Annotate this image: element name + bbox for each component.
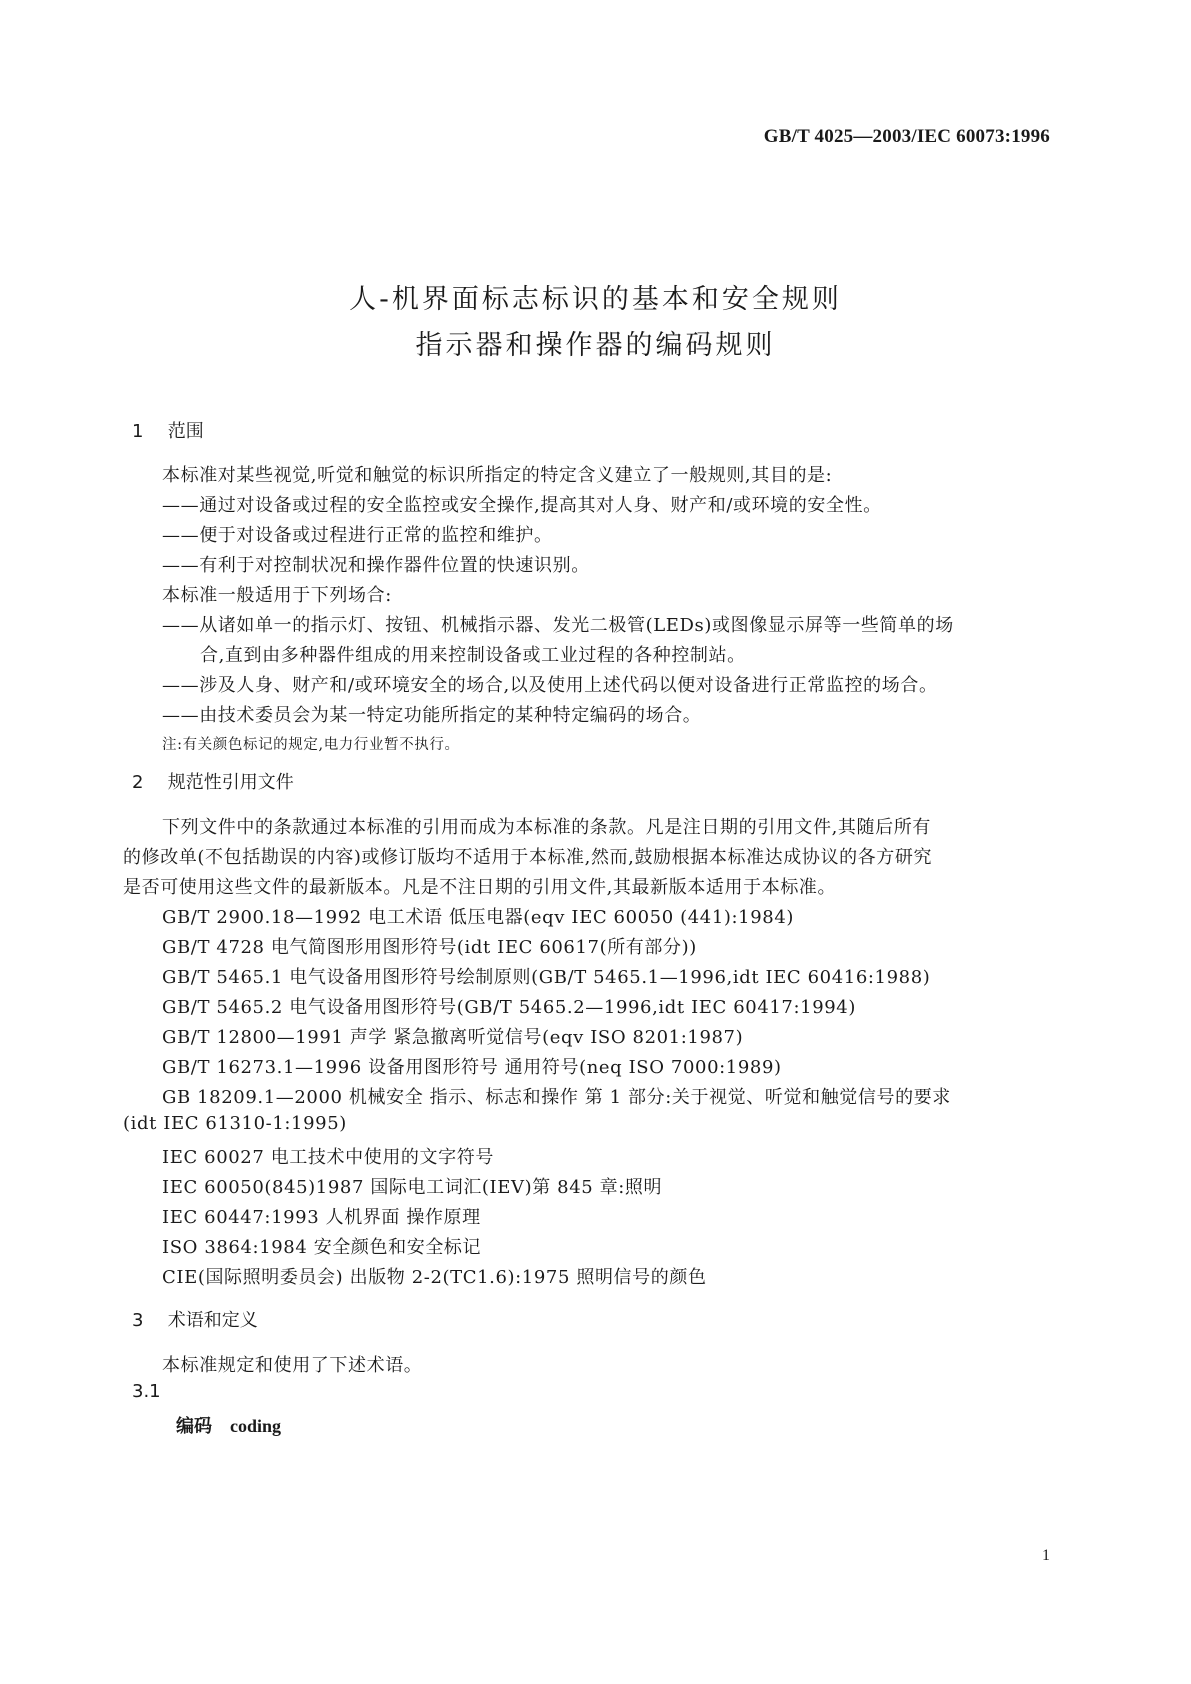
- reference-item-continuation: (idt IEC 61310-1:1995): [123, 1113, 347, 1134]
- section-heading-terms-definitions: [132, 1306, 258, 1332]
- reference-item: GB/T 5465.1 电气设备用图形符号绘制原则(GB/T 5465.1—1996,idt IEC 60416:1988): [162, 967, 931, 988]
- subsection-number: 3.1: [132, 1381, 161, 1402]
- section-number: 2: [132, 772, 144, 793]
- list-item: ——通过对设备或过程的安全监控或安全操作,提高其对人身、财产和/或环境的安全性。: [162, 495, 882, 516]
- section-heading-scope: [132, 417, 204, 443]
- list-item: ——便于对设备或过程进行正常的监控和维护。: [162, 525, 553, 546]
- term-chinese: 编码: [176, 1416, 212, 1437]
- reference-item: GB/T 16273.1—1996 设备用图形符号 通用符号(neq ISO 7000:1989): [162, 1057, 782, 1078]
- paragraph-line: 下列文件中的条款通过本标准的引用而成为本标准的条款。凡是注日期的引用文件,其随后所有: [162, 817, 931, 838]
- list-item: ——由技术委员会为某一特定功能所指定的某种特定编码的场合。: [162, 705, 702, 726]
- reference-item: IEC 60027 电工技术中使用的文字符号: [162, 1147, 494, 1168]
- paragraph-line: 本标准对某些视觉,听觉和触觉的标识所指定的特定含义建立了一般规则,其目的是:: [162, 465, 833, 486]
- reference-item: CIE(国际照明委员会) 出版物 2-2(TC1.6):1975 照明信号的颜色: [162, 1267, 707, 1288]
- list-item: ——从诸如单一的指示灯、按钮、机械指示器、发光二极管(LEDs)或图像显示屏等一些简单的场: [162, 615, 954, 636]
- reference-item: GB/T 5465.2 电气设备用图形符号(GB/T 5465.2—1996,idt IEC 60417:1994): [162, 997, 856, 1018]
- document-title-line1: 人-机界面标志标识的基本和安全规则: [349, 284, 842, 315]
- term-english: coding: [230, 1416, 282, 1436]
- reference-item: GB/T 4728 电气简图形用图形符号(idt IEC 60617(所有部分)): [162, 937, 697, 958]
- standard-code: GB/T 4025—2003/IEC 60073:1996: [763, 126, 1050, 147]
- section-title: 术语和定义: [167, 1310, 258, 1331]
- paragraph-line: 本标准规定和使用了下述术语。: [162, 1355, 423, 1376]
- list-item: ——涉及人身、财产和/或环境安全的场合,以及使用上述代码以便对设备进行正常监控的场合。: [162, 675, 938, 696]
- reference-item: IEC 60050(845)1987 国际电工词汇(IEV)第 845 章:照明: [162, 1177, 663, 1198]
- paragraph-line: 本标准一般适用于下列场合:: [162, 585, 392, 606]
- standard-code-header: [764, 126, 1050, 148]
- term-entry: [176, 1412, 281, 1438]
- note-text: 注:有关颜色标记的规定,电力行业暂不执行。: [162, 737, 460, 753]
- section-title: 规范性引用文件: [167, 772, 294, 793]
- reference-item: GB/T 12800—1991 声学 紧急撤离听觉信号(eqv ISO 8201:1987): [162, 1027, 744, 1048]
- document-title-line2: 指示器和操作器的编码规则: [415, 330, 776, 361]
- list-item-continuation: 合,直到由多种器件组成的用来控制设备或工业过程的各种控制站。: [200, 645, 746, 666]
- section-number: 3: [132, 1310, 144, 1331]
- section-number: 1: [132, 421, 144, 442]
- reference-item: GB/T 2900.18—1992 电工术语 低压电器(eqv IEC 60050 (441):1984): [162, 907, 794, 928]
- section-title: 范围: [167, 421, 204, 442]
- reference-item: ISO 3864:1984 安全颜色和安全标记: [162, 1237, 482, 1258]
- page-number: 1: [1042, 1547, 1050, 1564]
- paragraph-line: 的修改单(不包括勘误的内容)或修订版均不适用于本标准,然而,鼓励根据本标准达成协议的各方研究: [123, 847, 933, 868]
- reference-item: IEC 60447:1993 人机界面 操作原理: [162, 1207, 481, 1228]
- section-heading-normative-references: [132, 768, 294, 794]
- paragraph-line: 是否可使用这些文件的最新版本。凡是不注日期的引用文件,其最新版本适用于本标准。: [123, 877, 837, 898]
- reference-item: GB 18209.1—2000 机械安全 指示、标志和操作 第 1 部分:关于视觉、听觉和触觉信号的要求: [162, 1087, 951, 1108]
- list-item: ——有利于对控制状况和操作器件位置的快速识别。: [162, 555, 590, 576]
